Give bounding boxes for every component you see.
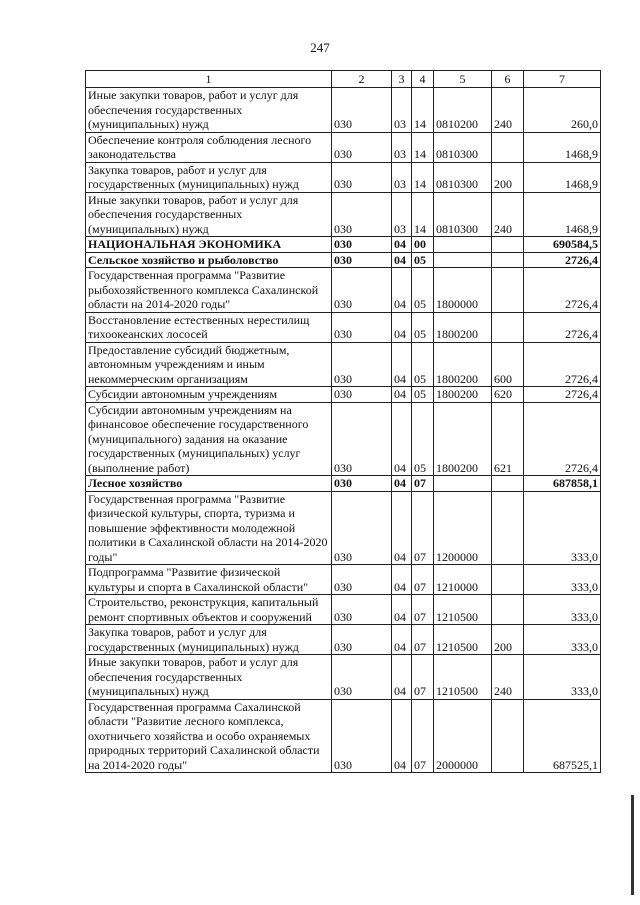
column-header: 3 bbox=[392, 71, 412, 88]
expense-type-cell bbox=[492, 476, 524, 492]
table-row bbox=[86, 491, 601, 565]
subsection-cell: 05 bbox=[412, 312, 434, 342]
code-cell: 030 bbox=[332, 162, 392, 192]
code-cell: 030 bbox=[332, 387, 392, 403]
amount-cell: 260,0 bbox=[524, 88, 601, 133]
column-header: 7 bbox=[524, 71, 601, 88]
expense-type-cell bbox=[492, 312, 524, 342]
table-row bbox=[86, 252, 601, 268]
target-code-cell: 1210500 bbox=[434, 625, 492, 655]
row-name-cell: Субсидии автономным учреждениям bbox=[86, 387, 332, 403]
section-cell: 04 bbox=[392, 268, 412, 313]
expense-type-cell bbox=[492, 132, 524, 162]
code-cell: 030 bbox=[332, 88, 392, 133]
subsection-cell: 14 bbox=[412, 162, 434, 192]
amount-cell: 333,0 bbox=[524, 625, 601, 655]
expense-type-cell: 240 bbox=[492, 88, 524, 133]
section-cell: 03 bbox=[392, 132, 412, 162]
column-header: 5 bbox=[434, 71, 492, 88]
amount-cell: 690584,5 bbox=[524, 237, 601, 253]
table-row bbox=[86, 402, 601, 476]
subsection-cell: 07 bbox=[412, 595, 434, 625]
amount-cell: 2726,4 bbox=[524, 342, 601, 387]
section-cell: 03 bbox=[392, 162, 412, 192]
page-number: 247 bbox=[310, 40, 330, 55]
target-code-cell: 1210000 bbox=[434, 565, 492, 595]
expense-type-cell: 200 bbox=[492, 625, 524, 655]
subsection-cell: 07 bbox=[412, 476, 434, 492]
section-cell: 03 bbox=[392, 192, 412, 237]
target-code-cell: 1800200 bbox=[434, 342, 492, 387]
row-name-cell: Закупка товаров, работ и услуг для государственных (муниципальных) нужд bbox=[86, 162, 332, 192]
code-cell: 030 bbox=[332, 192, 392, 237]
subsection-cell: 05 bbox=[412, 402, 434, 476]
section-cell: 04 bbox=[392, 342, 412, 387]
target-code-cell: 0810300 bbox=[434, 162, 492, 192]
section-cell: 04 bbox=[392, 312, 412, 342]
code-cell: 030 bbox=[332, 595, 392, 625]
amount-cell: 2726,4 bbox=[524, 252, 601, 268]
amount-cell: 687525,1 bbox=[524, 699, 601, 773]
code-cell: 030 bbox=[332, 699, 392, 773]
code-cell: 030 bbox=[332, 402, 392, 476]
amount-cell: 687858,1 bbox=[524, 476, 601, 492]
target-code-cell bbox=[434, 252, 492, 268]
expense-type-cell: 240 bbox=[492, 192, 524, 237]
section-cell: 04 bbox=[392, 237, 412, 253]
subsection-cell: 07 bbox=[412, 625, 434, 655]
budget-table bbox=[85, 70, 601, 773]
section-cell: 04 bbox=[392, 387, 412, 403]
target-code-cell bbox=[434, 476, 492, 492]
table-row bbox=[86, 268, 601, 313]
table-row bbox=[86, 237, 601, 253]
row-name-cell: Обеспечение контроля соблюдения лесного законодательства bbox=[86, 132, 332, 162]
target-code-cell: 2000000 bbox=[434, 699, 492, 773]
row-name-cell: Государственная программа "Развитие физической культуры, спорта, туризма и повышение эффективности молодежной политики в Сахалинской области на 2014-2020 годы" bbox=[86, 491, 332, 565]
table-header-row bbox=[86, 71, 601, 88]
table-row bbox=[86, 595, 601, 625]
subsection-cell: 14 bbox=[412, 132, 434, 162]
scan-edge-mark bbox=[631, 795, 634, 895]
section-cell: 04 bbox=[392, 625, 412, 655]
target-code-cell: 1210500 bbox=[434, 595, 492, 625]
target-code-cell: 1200000 bbox=[434, 491, 492, 565]
subsection-cell: 07 bbox=[412, 491, 434, 565]
table-row bbox=[86, 625, 601, 655]
target-code-cell: 1800000 bbox=[434, 268, 492, 313]
column-header: 1 bbox=[86, 71, 332, 88]
row-name-cell: Строительство, реконструкция, капитальный ремонт спортивных объектов и сооружений bbox=[86, 595, 332, 625]
table-row bbox=[86, 387, 601, 403]
subsection-cell: 14 bbox=[412, 88, 434, 133]
section-cell: 04 bbox=[392, 655, 412, 700]
amount-cell: 2726,4 bbox=[524, 387, 601, 403]
code-cell: 030 bbox=[332, 491, 392, 565]
row-name-cell: Сельское хозяйство и рыболовство bbox=[86, 252, 332, 268]
table-row bbox=[86, 699, 601, 773]
code-cell: 030 bbox=[332, 625, 392, 655]
section-cell: 04 bbox=[392, 491, 412, 565]
expense-type-cell: 600 bbox=[492, 342, 524, 387]
row-name-cell: Иные закупки товаров, работ и услуг для обеспечения государственных (муниципальных) нужд bbox=[86, 88, 332, 133]
code-cell: 030 bbox=[332, 268, 392, 313]
table-row bbox=[86, 192, 601, 237]
row-name-cell: Восстановление естественных нерестилищ тихоокеанских лососей bbox=[86, 312, 332, 342]
row-name-cell: Государственная программа Сахалинской области "Развитие лесного комплекса, охотничьего хозяйства и особо охраняемых природных территорий Сахалинской области на 2014-2020 годы" bbox=[86, 699, 332, 773]
target-code-cell: 0810200 bbox=[434, 88, 492, 133]
column-header: 6 bbox=[492, 71, 524, 88]
amount-cell: 1468,9 bbox=[524, 192, 601, 237]
table-row bbox=[86, 565, 601, 595]
row-name-cell: Подпрограмма "Развитие физической культуры и спорта в Сахалинской области" bbox=[86, 565, 332, 595]
expense-type-cell bbox=[492, 595, 524, 625]
row-name-cell: Предоставление субсидий бюджетным, автономным учреждениям и иным некоммерческим организациям bbox=[86, 342, 332, 387]
code-cell: 030 bbox=[332, 312, 392, 342]
column-header: 2 bbox=[332, 71, 392, 88]
section-cell: 03 bbox=[392, 88, 412, 133]
subsection-cell: 07 bbox=[412, 565, 434, 595]
amount-cell: 2726,4 bbox=[524, 312, 601, 342]
section-cell: 04 bbox=[392, 402, 412, 476]
expense-type-cell: 240 bbox=[492, 655, 524, 700]
amount-cell: 333,0 bbox=[524, 595, 601, 625]
amount-cell: 1468,9 bbox=[524, 132, 601, 162]
code-cell: 030 bbox=[332, 476, 392, 492]
expense-type-cell bbox=[492, 491, 524, 565]
section-cell: 04 bbox=[392, 699, 412, 773]
target-code-cell: 1800200 bbox=[434, 402, 492, 476]
row-name-cell: Лесное хозяйство bbox=[86, 476, 332, 492]
section-cell: 04 bbox=[392, 252, 412, 268]
subsection-cell: 05 bbox=[412, 387, 434, 403]
expense-type-cell: 620 bbox=[492, 387, 524, 403]
amount-cell: 333,0 bbox=[524, 655, 601, 700]
row-name-cell: Субсидии автономным учреждениям на финансовое обеспечение государственного (муниципального) задания на оказание государственных (муниципальных) услуг (выполнение работ) bbox=[86, 402, 332, 476]
subsection-cell: 05 bbox=[412, 342, 434, 387]
row-name-cell: Иные закупки товаров, работ и услуг для обеспечения государственных (муниципальных) нужд bbox=[86, 655, 332, 700]
target-code-cell: 0810300 bbox=[434, 192, 492, 237]
target-code-cell: 0810300 bbox=[434, 132, 492, 162]
target-code-cell bbox=[434, 237, 492, 253]
table-row bbox=[86, 312, 601, 342]
expense-type-cell: 621 bbox=[492, 402, 524, 476]
amount-cell: 333,0 bbox=[524, 565, 601, 595]
row-name-cell: НАЦИОНАЛЬНАЯ ЭКОНОМИКА bbox=[86, 237, 332, 253]
subsection-cell: 05 bbox=[412, 268, 434, 313]
code-cell: 030 bbox=[332, 565, 392, 595]
table-row bbox=[86, 162, 601, 192]
row-name-cell: Иные закупки товаров, работ и услуг для обеспечения государственных (муниципальных) нужд bbox=[86, 192, 332, 237]
subsection-cell: 05 bbox=[412, 252, 434, 268]
table-row bbox=[86, 655, 601, 700]
amount-cell: 333,0 bbox=[524, 491, 601, 565]
code-cell: 030 bbox=[332, 132, 392, 162]
code-cell: 030 bbox=[332, 237, 392, 253]
expense-type-cell bbox=[492, 699, 524, 773]
table-row bbox=[86, 132, 601, 162]
expense-type-cell bbox=[492, 268, 524, 313]
table-row bbox=[86, 88, 601, 133]
subsection-cell: 14 bbox=[412, 192, 434, 237]
code-cell: 030 bbox=[332, 342, 392, 387]
target-code-cell: 1800200 bbox=[434, 312, 492, 342]
expense-type-cell: 200 bbox=[492, 162, 524, 192]
row-name-cell: Государственная программа "Развитие рыбохозяйственного комплекса Сахалинской области на 2014-2020 годы" bbox=[86, 268, 332, 313]
section-cell: 04 bbox=[392, 595, 412, 625]
expense-type-cell bbox=[492, 252, 524, 268]
subsection-cell: 07 bbox=[412, 655, 434, 700]
section-cell: 04 bbox=[392, 565, 412, 595]
expense-type-cell bbox=[492, 565, 524, 595]
code-cell: 030 bbox=[332, 252, 392, 268]
target-code-cell: 1210500 bbox=[434, 655, 492, 700]
column-header: 4 bbox=[412, 71, 434, 88]
subsection-cell: 00 bbox=[412, 237, 434, 253]
row-name-cell: Закупка товаров, работ и услуг для государственных (муниципальных) нужд bbox=[86, 625, 332, 655]
amount-cell: 2726,4 bbox=[524, 268, 601, 313]
expense-type-cell bbox=[492, 237, 524, 253]
subsection-cell: 07 bbox=[412, 699, 434, 773]
table-row bbox=[86, 476, 601, 492]
target-code-cell: 1800200 bbox=[434, 387, 492, 403]
amount-cell: 2726,4 bbox=[524, 402, 601, 476]
section-cell: 04 bbox=[392, 476, 412, 492]
code-cell: 030 bbox=[332, 655, 392, 700]
amount-cell: 1468,9 bbox=[524, 162, 601, 192]
table-row bbox=[86, 342, 601, 387]
